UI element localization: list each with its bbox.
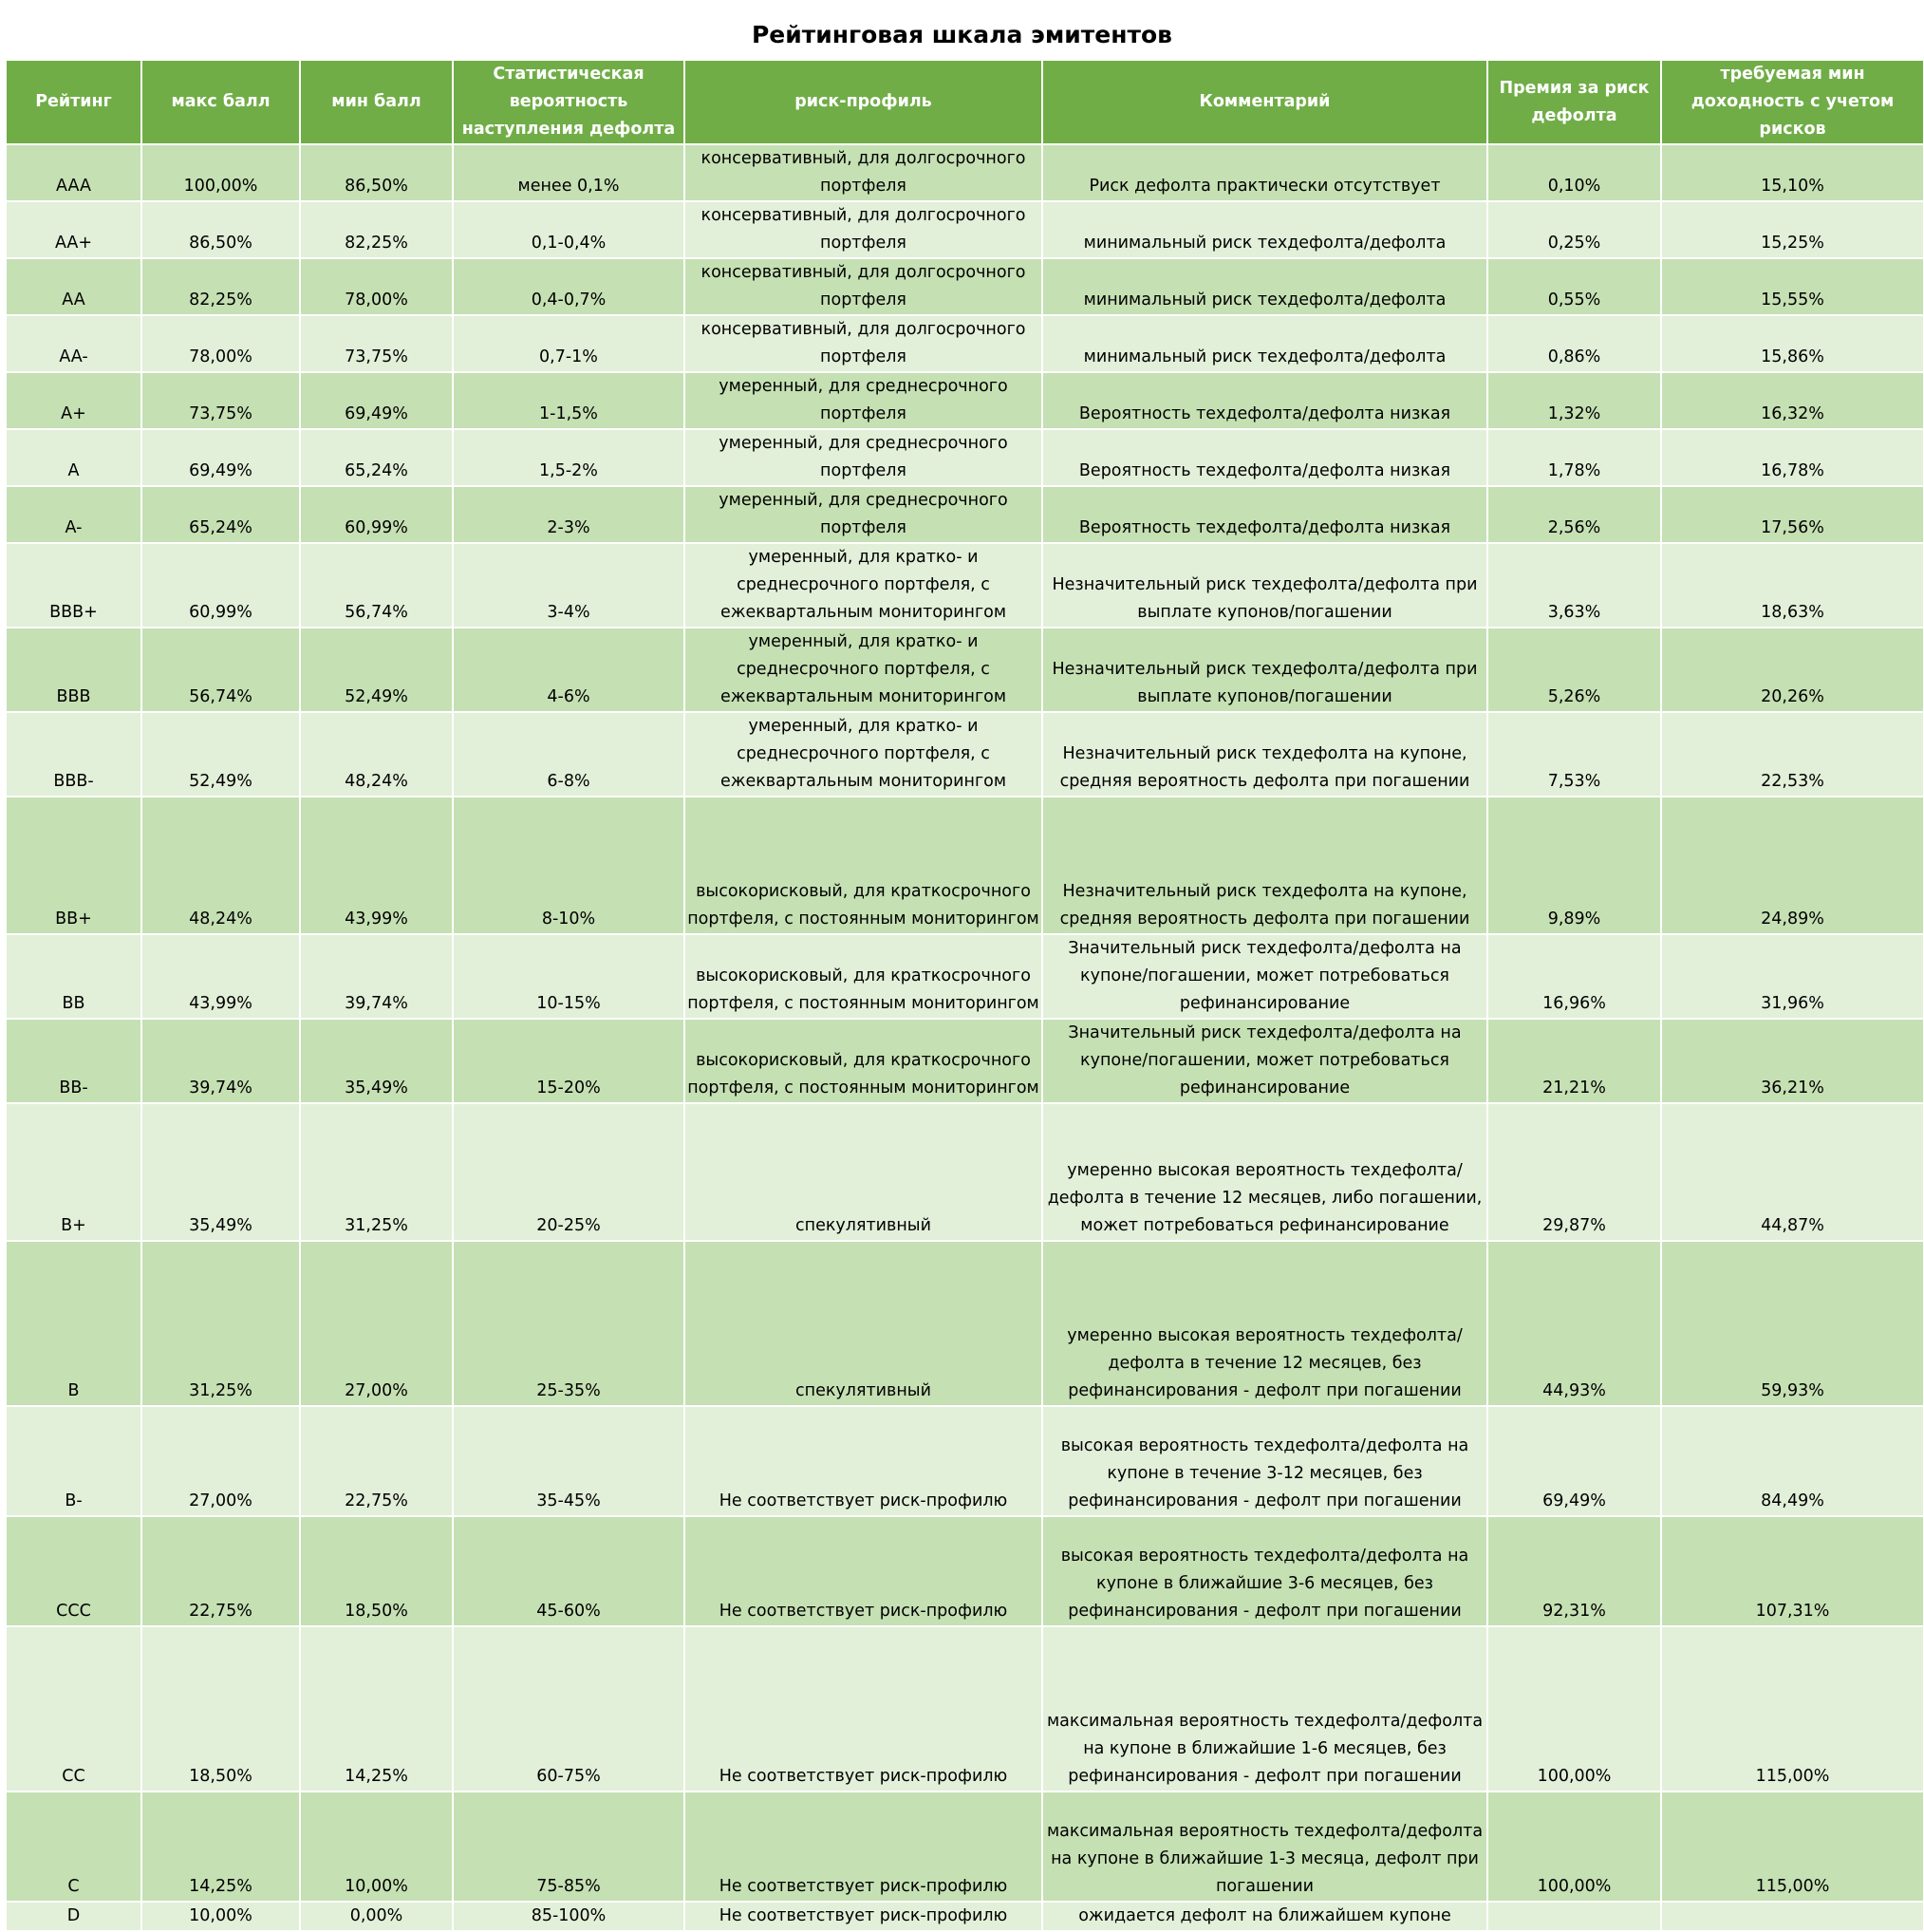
cell-default-premium: 0,25% [1487, 201, 1661, 258]
cell-comment: минимальный риск техдефолта/дефолта [1042, 315, 1487, 372]
cell-max-score: 27,00% [141, 1406, 300, 1516]
cell-max-score: 56,74% [141, 628, 300, 712]
cell-max-score: 100,00% [141, 144, 300, 201]
cell-default-premium: 21,21% [1487, 1019, 1661, 1103]
page-title: Рейтинговая шкала эмитентов [751, 21, 1172, 48]
cell-min-score: 39,74% [300, 934, 453, 1019]
cell-rating: BBB [6, 628, 141, 712]
cell-required-yield: 15,25% [1661, 201, 1924, 258]
cell-risk-profile: консервативный, для долгосрочного портфеля [684, 201, 1042, 258]
cell-default-probability: 25-35% [453, 1241, 684, 1406]
column-header-min-score: мин балл [300, 60, 453, 144]
cell-required-yield: 18,63% [1661, 543, 1924, 628]
cell-rating: A- [6, 486, 141, 543]
cell-max-score: 52,49% [141, 712, 300, 797]
cell-risk-profile: умеренный, для кратко- и среднесрочного портфеля, с ежеквартальным мониторингом [684, 628, 1042, 712]
cell-required-yield: 16,32% [1661, 372, 1924, 429]
table-row [6, 797, 1924, 934]
cell-risk-profile: Не соответствует риск-профилю [684, 1516, 1042, 1626]
cell-default-probability: 35-45% [453, 1406, 684, 1516]
cell-rating: CC [6, 1626, 141, 1791]
cell-max-score: 22,75% [141, 1516, 300, 1626]
cell-default-probability: 3-4% [453, 543, 684, 628]
cell-required-yield: 20,26% [1661, 628, 1924, 712]
cell-max-score: 86,50% [141, 201, 300, 258]
table-row [6, 1241, 1924, 1406]
cell-rating: AA- [6, 315, 141, 372]
cell-default-probability: 4-6% [453, 628, 684, 712]
cell-comment: минимальный риск техдефолта/дефолта [1042, 258, 1487, 315]
cell-comment: Вероятность техдефолта/дефолта низкая [1042, 429, 1487, 486]
cell-comment: минимальный риск техдефолта/дефолта [1042, 201, 1487, 258]
cell-rating: B+ [6, 1103, 141, 1241]
cell-risk-profile: спекулятивный [684, 1103, 1042, 1241]
cell-required-yield: 15,10% [1661, 144, 1924, 201]
cell-default-probability: 1-1,5% [453, 372, 684, 429]
cell-default-probability: 10-15% [453, 934, 684, 1019]
cell-rating: CCC [6, 1516, 141, 1626]
table-row [6, 934, 1924, 1019]
cell-default-probability: 1,5-2% [453, 429, 684, 486]
column-header-rating: Рейтинг [6, 60, 141, 144]
cell-min-score: 69,49% [300, 372, 453, 429]
cell-comment: Незначительный риск техдефолта на купоне, средняя вероятность дефолта при погашении [1042, 712, 1487, 797]
cell-risk-profile: высокорисковый, для краткосрочного портфеля, с постоянным мониторингом [684, 934, 1042, 1019]
cell-rating: B [6, 1241, 141, 1406]
cell-required-yield: 15,55% [1661, 258, 1924, 315]
cell-default-premium: 0,86% [1487, 315, 1661, 372]
table-header-row [6, 60, 1924, 144]
cell-rating: D [6, 1902, 141, 1931]
table-row [6, 1626, 1924, 1791]
table-row [6, 144, 1924, 201]
cell-min-score: 22,75% [300, 1406, 453, 1516]
cell-risk-profile: умеренный, для среднесрочного портфеля [684, 429, 1042, 486]
cell-max-score: 35,49% [141, 1103, 300, 1241]
cell-min-score: 18,50% [300, 1516, 453, 1626]
cell-comment: ожидается дефолт на ближайшем купоне [1042, 1902, 1487, 1931]
cell-comment: Незначительный риск техдефолта/дефолта при выплате купонов/погашении [1042, 543, 1487, 628]
cell-default-premium: 100,00% [1487, 1791, 1661, 1902]
cell-risk-profile: консервативный, для долгосрочного портфеля [684, 144, 1042, 201]
cell-default-premium: 69,49% [1487, 1406, 1661, 1516]
cell-default-premium: 9,89% [1487, 797, 1661, 934]
table-row [6, 1516, 1924, 1626]
cell-default-probability: 0,7-1% [453, 315, 684, 372]
cell-max-score: 18,50% [141, 1626, 300, 1791]
cell-required-yield: 24,89% [1661, 797, 1924, 934]
cell-comment: Значительный риск техдефолта/дефолта на купоне/погашении, может потребоваться рефинансирование [1042, 1019, 1487, 1103]
table-row [6, 315, 1924, 372]
table-row [6, 429, 1924, 486]
cell-min-score: 48,24% [300, 712, 453, 797]
cell-risk-profile: Не соответствует риск-профилю [684, 1406, 1042, 1516]
cell-comment: Вероятность техдефолта/дефолта низкая [1042, 486, 1487, 543]
cell-max-score: 78,00% [141, 315, 300, 372]
cell-comment: Значительный риск техдефолта/дефолта на купоне/погашении, может потребоваться рефинансирование [1042, 934, 1487, 1019]
cell-max-score: 39,74% [141, 1019, 300, 1103]
cell-required-yield: 31,96% [1661, 934, 1924, 1019]
cell-rating: C [6, 1791, 141, 1902]
cell-default-probability: 0,1-0,4% [453, 201, 684, 258]
column-header-comment: Комментарий [1042, 60, 1487, 144]
cell-comment: умеренно высокая вероятность техдефолта/дефолта в течение 12 месяцев, без рефинансирования - дефолт при погашении [1042, 1241, 1487, 1406]
cell-risk-profile: умеренный, для среднесрочного портфеля [684, 372, 1042, 429]
cell-default-premium: 1,32% [1487, 372, 1661, 429]
cell-risk-profile: высокорисковый, для краткосрочного портфеля, с постоянным мониторингом [684, 1019, 1042, 1103]
cell-default-probability: 45-60% [453, 1516, 684, 1626]
cell-risk-profile: высокорисковый, для краткосрочного портфеля, с постоянным мониторингом [684, 797, 1042, 934]
cell-default-premium: 29,87% [1487, 1103, 1661, 1241]
cell-comment: Риск дефолта практически отсутствует [1042, 144, 1487, 201]
cell-max-score: 10,00% [141, 1902, 300, 1931]
cell-default-premium: 3,63% [1487, 543, 1661, 628]
cell-default-premium: 44,93% [1487, 1241, 1661, 1406]
cell-comment: умеренно высокая вероятность техдефолта/дефолта в течение 12 месяцев, либо погашении, может потребоваться рефинансирование [1042, 1103, 1487, 1241]
cell-required-yield: 17,56% [1661, 486, 1924, 543]
cell-max-score: 60,99% [141, 543, 300, 628]
cell-min-score: 31,25% [300, 1103, 453, 1241]
cell-max-score: 65,24% [141, 486, 300, 543]
cell-default-probability: 15-20% [453, 1019, 684, 1103]
table-row [6, 1019, 1924, 1103]
cell-risk-profile: консервативный, для долгосрочного портфеля [684, 315, 1042, 372]
cell-comment: Вероятность техдефолта/дефолта низкая [1042, 372, 1487, 429]
cell-min-score: 73,75% [300, 315, 453, 372]
cell-max-score: 43,99% [141, 934, 300, 1019]
cell-default-probability: 6-8% [453, 712, 684, 797]
cell-min-score: 86,50% [300, 144, 453, 201]
table-row [6, 712, 1924, 797]
cell-rating: BBB- [6, 712, 141, 797]
cell-risk-profile: консервативный, для долгосрочного портфеля [684, 258, 1042, 315]
column-header-risk-profile: риск-профиль [684, 60, 1042, 144]
cell-required-yield: 44,87% [1661, 1103, 1924, 1241]
cell-min-score: 52,49% [300, 628, 453, 712]
cell-max-score: 14,25% [141, 1791, 300, 1902]
cell-rating: BB- [6, 1019, 141, 1103]
cell-max-score: 73,75% [141, 372, 300, 429]
cell-default-probability: менее 0,1% [453, 144, 684, 201]
cell-default-probability: 2-3% [453, 486, 684, 543]
cell-min-score: 35,49% [300, 1019, 453, 1103]
cell-required-yield: 22,53% [1661, 712, 1924, 797]
cell-min-score: 60,99% [300, 486, 453, 543]
cell-min-score: 82,25% [300, 201, 453, 258]
cell-default-probability: 0,4-0,7% [453, 258, 684, 315]
cell-min-score: 65,24% [300, 429, 453, 486]
cell-comment: максимальная вероятность техдефолта/дефолта на купоне в ближайшие 1-6 месяцев, без рефинансирования - дефолт при погашении [1042, 1626, 1487, 1791]
table-body [6, 144, 1924, 1931]
cell-comment: Незначительный риск техдефолта/дефолта при выплате купонов/погашении [1042, 628, 1487, 712]
cell-risk-profile: Не соответствует риск-профилю [684, 1791, 1042, 1902]
cell-rating: BB+ [6, 797, 141, 934]
cell-risk-profile: Не соответствует риск-профилю [684, 1626, 1042, 1791]
cell-rating: AAA [6, 144, 141, 201]
cell-required-yield: 15,86% [1661, 315, 1924, 372]
cell-default-premium: 7,53% [1487, 712, 1661, 797]
cell-required-yield: 107,31% [1661, 1516, 1924, 1626]
cell-min-score: 27,00% [300, 1241, 453, 1406]
cell-rating: AA [6, 258, 141, 315]
cell-risk-profile: Не соответствует риск-профилю [684, 1902, 1042, 1931]
cell-default-probability: 75-85% [453, 1791, 684, 1902]
cell-rating: A+ [6, 372, 141, 429]
cell-default-premium: 100,00% [1487, 1626, 1661, 1791]
table-row [6, 1791, 1924, 1902]
cell-required-yield: 115,00% [1661, 1791, 1924, 1902]
cell-default-probability: 85-100% [453, 1902, 684, 1931]
cell-required-yield: 36,21% [1661, 1019, 1924, 1103]
rating-table [5, 59, 1924, 1932]
table-row [6, 486, 1924, 543]
cell-rating: B- [6, 1406, 141, 1516]
cell-rating: A [6, 429, 141, 486]
cell-default-premium: 1,78% [1487, 429, 1661, 486]
cell-default-premium: 0,10% [1487, 144, 1661, 201]
cell-comment: высокая вероятность техдефолта/дефолта на купоне в течение 3-12 месяцев, без рефинансирования - дефолт при погашении [1042, 1406, 1487, 1516]
cell-max-score: 48,24% [141, 797, 300, 934]
cell-risk-profile: умеренный, для кратко- и среднесрочного портфеля, с ежеквартальным мониторингом [684, 712, 1042, 797]
cell-default-probability: 60-75% [453, 1626, 684, 1791]
cell-max-score: 69,49% [141, 429, 300, 486]
cell-comment: Незначительный риск техдефолта на купоне, средняя вероятность дефолта при погашении [1042, 797, 1487, 934]
cell-default-premium: 5,26% [1487, 628, 1661, 712]
cell-risk-profile: спекулятивный [684, 1241, 1042, 1406]
table-row [6, 628, 1924, 712]
cell-rating: BB [6, 934, 141, 1019]
cell-risk-profile: умеренный, для среднесрочного портфеля [684, 486, 1042, 543]
cell-required-yield: 115,00% [1661, 1626, 1924, 1791]
cell-comment: высокая вероятность техдефолта/дефолта на купоне в ближайшие 3-6 месяцев, без рефинансирования - дефолт при погашении [1042, 1516, 1487, 1626]
cell-min-score: 56,74% [300, 543, 453, 628]
cell-required-yield: 16,78% [1661, 429, 1924, 486]
cell-comment: максимальная вероятность техдефолта/дефолта на купоне в ближайшие 1-3 месяца, дефолт при погашении [1042, 1791, 1487, 1902]
cell-min-score: 43,99% [300, 797, 453, 934]
cell-min-score: 78,00% [300, 258, 453, 315]
cell-rating: AA+ [6, 201, 141, 258]
cell-min-score: 14,25% [300, 1626, 453, 1791]
cell-risk-profile: умеренный, для кратко- и среднесрочного портфеля, с ежеквартальным мониторингом [684, 543, 1042, 628]
table-row [6, 1406, 1924, 1516]
table-row [6, 372, 1924, 429]
cell-required-yield: 59,93% [1661, 1241, 1924, 1406]
cell-required-yield: 84,49% [1661, 1406, 1924, 1516]
table-row [6, 258, 1924, 315]
cell-rating: BBB+ [6, 543, 141, 628]
table-row [6, 1103, 1924, 1241]
column-header-default-probability: Статистическая вероятность наступления дефолта [453, 60, 684, 144]
cell-default-premium: 2,56% [1487, 486, 1661, 543]
cell-default-premium: 92,31% [1487, 1516, 1661, 1626]
column-header-max-score: макс балл [141, 60, 300, 144]
column-header-default-premium: Премия за риск дефолта [1487, 60, 1661, 144]
cell-max-score: 31,25% [141, 1241, 300, 1406]
cell-min-score: 0,00% [300, 1902, 453, 1931]
cell-default-probability: 8-10% [453, 797, 684, 934]
cell-default-premium: 16,96% [1487, 934, 1661, 1019]
column-header-required-yield: требуемая мин доходность с учетом рисков [1661, 60, 1924, 144]
table-row [6, 543, 1924, 628]
cell-default-premium: 0,55% [1487, 258, 1661, 315]
cell-min-score: 10,00% [300, 1791, 453, 1902]
cell-default-probability: 20-25% [453, 1103, 684, 1241]
cell-max-score: 82,25% [141, 258, 300, 315]
table-row [6, 201, 1924, 258]
